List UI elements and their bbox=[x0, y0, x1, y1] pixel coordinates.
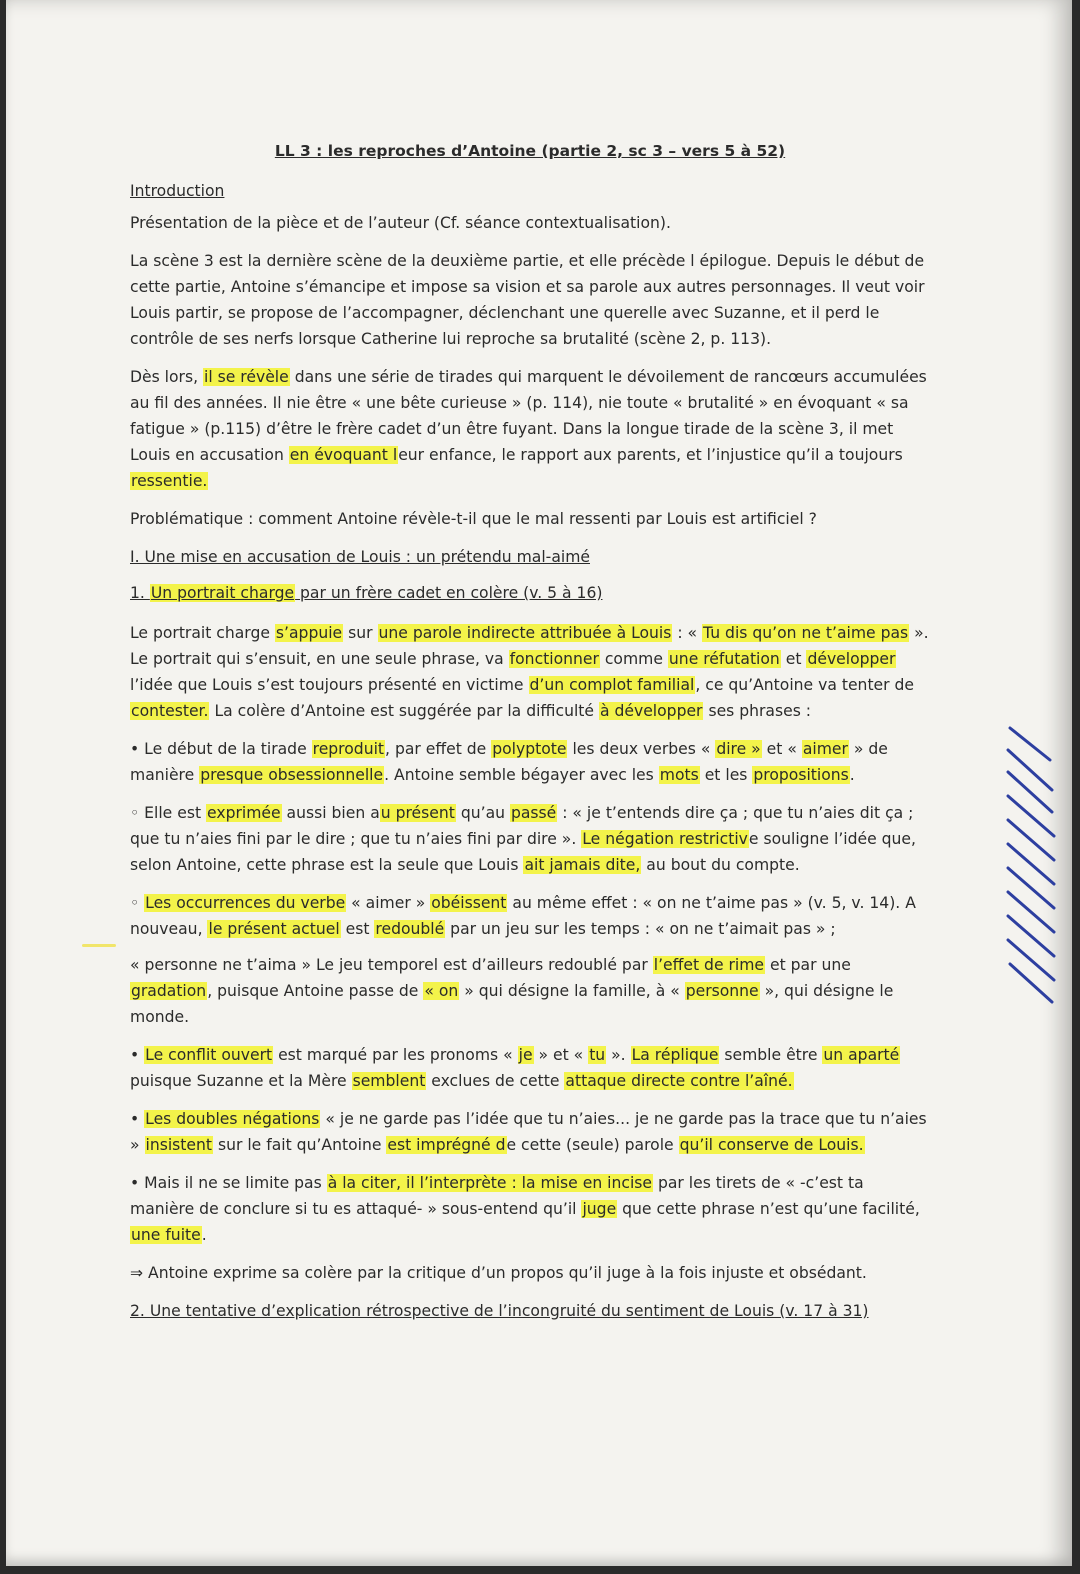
bullet-gradation: « personne ne t’aima » Le jeu temporel est d’ailleurs redoublé par l’effet de rime et par une gradation, puisque Antoine passe de « on » qui désigne la famille, à « personne », qui désigne le monde. bbox=[130, 956, 894, 1026]
problematique: Problématique : comment Antoine révèle-t-il que le mal ressenti par Louis est artificiel ? bbox=[130, 510, 817, 528]
paper-sheet bbox=[6, 0, 1072, 1566]
bullet-polyptote: • Le début de la tirade reproduit, par effet de polyptote les deux verbes « dire » et « aimer » de manière presque obsessionnelle. Antoine semble bégayer avec les mots et les propositions. bbox=[130, 740, 888, 784]
intro-paragraph-2: La scène 3 est la dernière scène de la deuxième partie, et elle précède l épilogue. Depuis le début de cette partie, Antoine s’émancipe et impose sa vision et sa parole aux autres personnages. Il veut voir Louis partir, se propose de l’accompagner, déclenchant une querelle avec Suzanne, et il perd le contrôle de ses nerfs lorsque Catherine lui reproche sa brutalité (scène 2, p. 113). bbox=[130, 252, 925, 348]
portrait-paragraph: Le portrait charge s’appuie sur une parole indirecte attribuée à Louis : « Tu dis qu’on ne t’aime pas ». Le portrait qui s’ensuit, en une seule phrase, va fonctionner comme une réfutation et développer l’idée que Louis s’est toujours présenté en victime d’un complot familial, ce qu’Antoine va tenter de contester. La colère d’Antoine est suggérée par la difficulté à développer ses phrases : bbox=[130, 624, 929, 720]
bullet-negations: • Les doubles négations « je ne garde pas l’idée que tu n’aies... je ne garde pas la trace que tu n’aies » insistent sur le fait qu’Antoine est imprégné de cette (seule) parole qu’il conserve de Louis. bbox=[130, 1110, 927, 1154]
intro-paragraph-1: Présentation de la pièce et de l’auteur (Cf. séance contextualisation). bbox=[130, 214, 671, 232]
document-body bbox=[130, 138, 930, 1334]
margin-pen-strokes-icon bbox=[1002, 720, 1062, 1010]
subsection-1-heading: 1. Un portrait charge par un frère cadet en colère (v. 5 à 16) bbox=[130, 584, 603, 602]
intro-paragraph-3: Dès lors, il se révèle dans une série de tirades qui marquent le dévoilement de rancœurs accumulées au fil des années. Il nie être « une bête curieuse » (p. 114), nie toute « brutalité » en évoquant « sa fatigue » (p.115) d’être le frère cadet d’un être fuyant. Dans la longue tirade de la scène 3, il met Louis en accusation en évoquant leur enfance, le rapport aux parents, et l’injustice qu’il a toujours ressentie. bbox=[130, 368, 927, 490]
bullet-temps: ◦ Elle est exprimée aussi bien au présent qu’au passé : « je t’entends dire ça ; que tu n’aies dit ça ; que tu n’aies fini par le dire ; que tu n’aies fini par dire ». Le négation restrictive souligne l’idée que, selon Antoine, cette phrase est la seule que Louis ait jamais dite, au bout du compte. bbox=[130, 804, 916, 874]
subsection-2-heading: 2. Une tentative d’explication rétrospective de l’incongruité du sentiment de Louis (v. 17 à 31) bbox=[130, 1302, 869, 1320]
bullet-conflit: • Le conflit ouvert est marqué par les pronoms « je » et « tu ». La réplique semble être un aparté puisque Suzanne et la Mère semblent exclues de cette attaque directe contre l’aîné. bbox=[130, 1046, 900, 1090]
intro-heading: Introduction bbox=[130, 182, 225, 200]
bullet-occurrences: ◦ Les occurrences du verbe « aimer » obéissent au même effet : « on ne t’aime pas » (v. 5, v. 14). A nouveau, le présent actuel est redoublé par un jeu sur les temps : « on ne t’aimait pas » ; bbox=[130, 894, 916, 938]
conclusion-line: ⇒ Antoine exprime sa colère par la critique d’un propos qu’il juge à la fois injuste et obsédant. bbox=[130, 1264, 867, 1282]
part-1-heading: I. Une mise en accusation de Louis : un prétendu mal-aimé bbox=[130, 548, 590, 566]
page-title: LL 3 : les reproches d’Antoine (partie 2, sc 3 – vers 5 à 52) bbox=[274, 142, 786, 160]
bullet-incise: • Mais il ne se limite pas à la citer, il l’interprète : la mise en incise par les tirets de « -c’est ta manière de conclure si tu es attaqué- » sous-entend qu’il juge que cette phrase n’est qu’une facilité, une fuite. bbox=[130, 1174, 920, 1244]
margin-highlight-mark bbox=[82, 944, 116, 947]
